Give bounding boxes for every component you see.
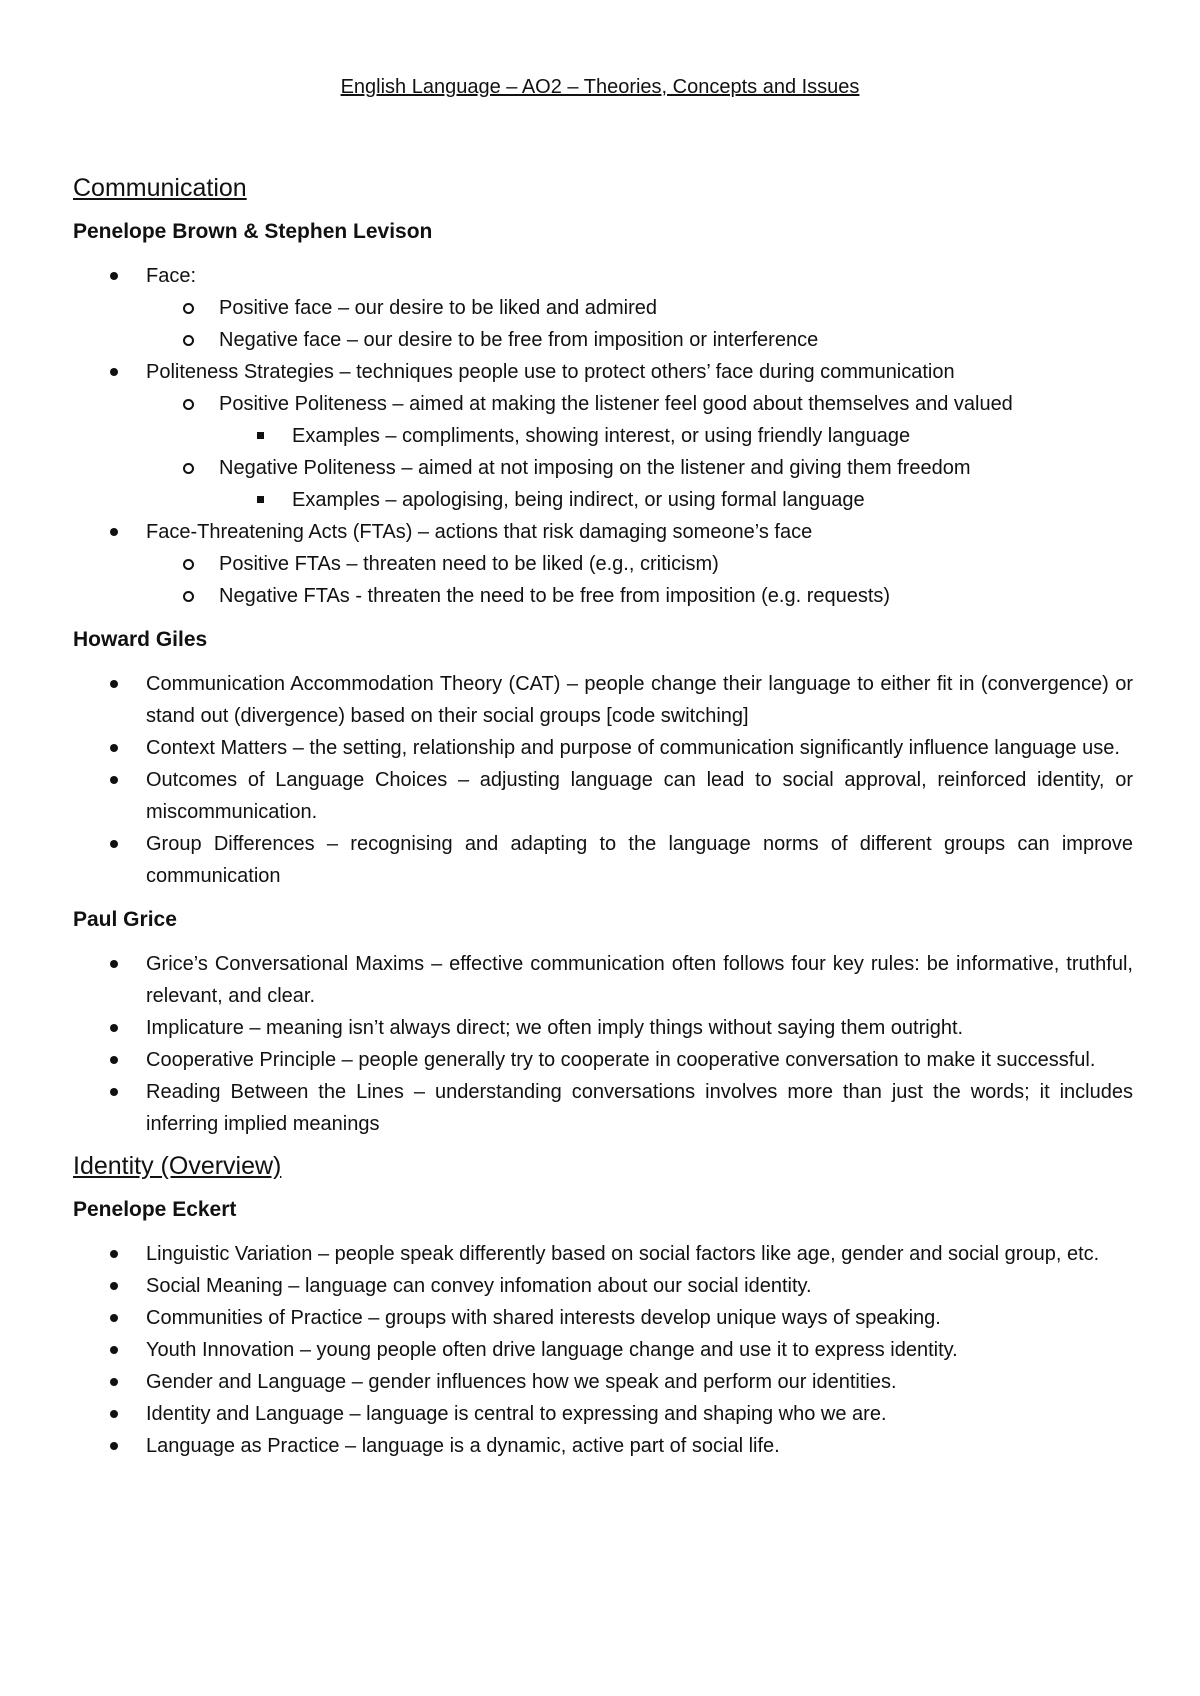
list-item: Group Differences – recognising and adapting to the language norms of different groups can improve communication bbox=[73, 828, 1133, 892]
hollow-bullet-icon bbox=[183, 591, 194, 602]
list-item: Reading Between the Lines – understanding conversations involves more than just the words; it includes inferring implied meanings bbox=[73, 1076, 1133, 1140]
square-bullet-icon bbox=[257, 432, 264, 439]
bullet-icon bbox=[110, 960, 118, 968]
hollow-bullet-icon bbox=[183, 559, 194, 570]
list-item: Identity and Language – language is central to expressing and shaping who we are. bbox=[73, 1398, 1133, 1430]
list-item: Examples – apologising, being indirect, or using formal language bbox=[73, 484, 1133, 516]
hollow-bullet-icon bbox=[183, 463, 194, 474]
list-item: Cooperative Principle – people generally try to cooperate in cooperative conversation to make it successful. bbox=[73, 1044, 1133, 1076]
list-item: Linguistic Variation – people speak differently based on social factors like age, gender and social group, etc. bbox=[73, 1238, 1133, 1270]
bullet-icon bbox=[110, 1250, 118, 1258]
list-item: Social Meaning – language can convey infomation about our social identity. bbox=[73, 1270, 1133, 1302]
square-bullet-icon bbox=[257, 496, 264, 503]
list-item: Negative Politeness – aimed at not imposing on the listener and giving them freedom bbox=[73, 452, 1133, 484]
bullet-list-grice bbox=[73, 948, 1133, 1140]
list-item: Face: bbox=[73, 260, 1133, 292]
list-item: Negative FTAs - threaten the need to be free from imposition (e.g. requests) bbox=[73, 580, 1133, 612]
bullet-icon bbox=[110, 1056, 118, 1064]
section-heading-identity: Identity (Overview) bbox=[73, 1152, 282, 1180]
list-item: Positive face – our desire to be liked and admired bbox=[73, 292, 1133, 324]
list-item: Grice’s Conversational Maxims – effective communication often follows four key rules: be informative, truthful, relevant, and clear. bbox=[73, 948, 1133, 1012]
list-item: Politeness Strategies – techniques people use to protect others’ face during communication bbox=[73, 356, 1133, 388]
bullet-icon bbox=[110, 680, 118, 688]
bullet-icon bbox=[110, 272, 118, 280]
bullet-icon bbox=[110, 1088, 118, 1096]
hollow-bullet-icon bbox=[183, 399, 194, 410]
bullet-icon bbox=[110, 1442, 118, 1450]
list-item: Face-Threatening Acts (FTAs) – actions that risk damaging someone’s face bbox=[73, 516, 1133, 548]
theorist-heading-giles: Howard Giles bbox=[73, 628, 208, 651]
list-item: Language as Practice – language is a dynamic, active part of social life. bbox=[73, 1430, 1133, 1462]
theorist-heading-brown-levison: Penelope Brown & Stephen Levison bbox=[73, 220, 433, 243]
list-item: Negative face – our desire to be free from imposition or interference bbox=[73, 324, 1133, 356]
list-item: Communities of Practice – groups with shared interests develop unique ways of speaking. bbox=[73, 1302, 1133, 1334]
theorist-heading-grice: Paul Grice bbox=[73, 908, 177, 931]
hollow-bullet-icon bbox=[183, 303, 194, 314]
list-item: Gender and Language – gender influences how we speak and perform our identities. bbox=[73, 1366, 1133, 1398]
list-item: Positive FTAs – threaten need to be liked (e.g., criticism) bbox=[73, 548, 1133, 580]
bullet-icon bbox=[110, 744, 118, 752]
bullet-icon bbox=[110, 1410, 118, 1418]
list-item: Outcomes of Language Choices – adjusting language can lead to social approval, reinforced identity, or miscommunication. bbox=[73, 764, 1133, 828]
bullet-list-eckert bbox=[73, 1238, 1133, 1462]
bullet-icon bbox=[110, 528, 118, 536]
document-title: English Language – AO2 – Theories, Concepts and Issues bbox=[340, 76, 860, 98]
bullet-icon bbox=[110, 840, 118, 848]
bullet-list-giles bbox=[73, 668, 1133, 892]
document-body bbox=[73, 172, 1133, 1462]
section-heading-communication: Communication bbox=[73, 174, 247, 202]
list-item: Communication Accommodation Theory (CAT) – people change their language to either fit in (convergence) or stand out (divergence) based on their social groups [code switching] bbox=[73, 668, 1133, 732]
bullet-icon bbox=[110, 776, 118, 784]
bullet-icon bbox=[110, 1024, 118, 1032]
bullet-icon bbox=[110, 1282, 118, 1290]
bullet-icon bbox=[110, 1314, 118, 1322]
list-item: Positive Politeness – aimed at making the listener feel good about themselves and valued bbox=[73, 388, 1133, 420]
list-item: Youth Innovation – young people often drive language change and use it to express identity. bbox=[73, 1334, 1133, 1366]
bullet-icon bbox=[110, 1346, 118, 1354]
bullet-icon bbox=[110, 368, 118, 376]
list-item: Context Matters – the setting, relationship and purpose of communication significantly influence language use. bbox=[73, 732, 1133, 764]
bullet-list-brown-levison bbox=[73, 260, 1133, 612]
list-item: Implicature – meaning isn’t always direct; we often imply things without saying them outright. bbox=[73, 1012, 1133, 1044]
theorist-heading-eckert: Penelope Eckert bbox=[73, 1198, 237, 1221]
list-item: Examples – compliments, showing interest, or using friendly language bbox=[73, 420, 1133, 452]
bullet-icon bbox=[110, 1378, 118, 1386]
hollow-bullet-icon bbox=[183, 335, 194, 346]
